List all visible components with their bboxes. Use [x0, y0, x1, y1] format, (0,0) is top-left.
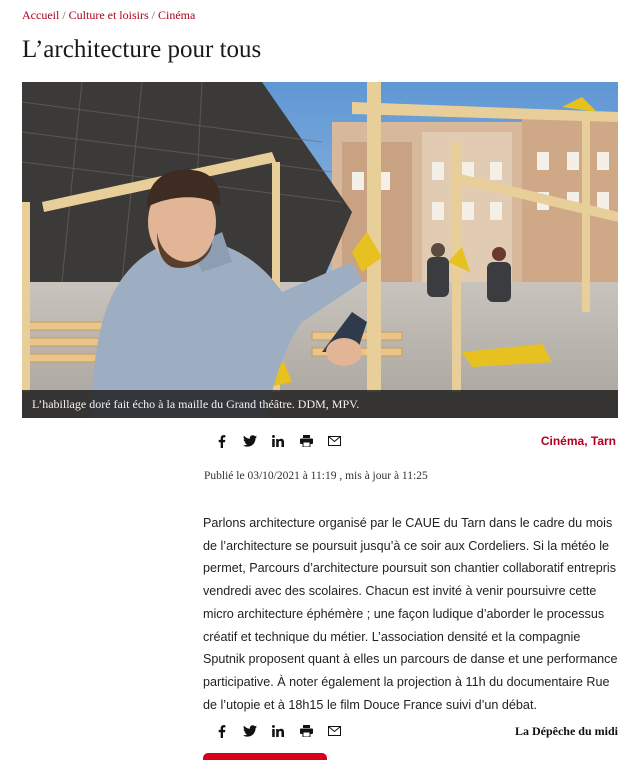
breadcrumb-culture[interactable]: Culture et loisirs	[68, 8, 149, 22]
article-tags	[541, 434, 616, 448]
photo-illustration	[22, 82, 618, 418]
article-body: Parlons architecture organisé par le CAUE du Tarn dans le cadre du mois de l’architecture se poursuit jusqu’à ce soir aux Cordeliers. Si la météo le permet, Parcours d’architecture poursuit son chantier collaboratif entrepris vendredi avec des scolaires. Chacun est invité à venir poursuivre cette micro architecture éphémère ; une façon ludique d’aborder le processus créatif et technique du métier. L’association densité et la compagnie Sputnik proposent quant à elles un parcours de danse et une performance participative. À noter également la projection à 11h du documentaire Rue de l’utopie et à 18h15 le film Douce France suivi d’un débat.	[203, 516, 618, 712]
article-source: La Dépêche du midi	[514, 724, 618, 738]
linkedin-icon[interactable]	[264, 432, 292, 450]
breadcrumb	[22, 8, 195, 23]
print-icon[interactable]	[292, 432, 320, 450]
article-photo	[22, 82, 618, 418]
publication-date: Publié le 03/10/2021 à 11:19 , mis à jour à 11:25	[204, 470, 428, 482]
facebook-icon[interactable]	[208, 722, 236, 740]
twitter-icon[interactable]	[236, 432, 264, 450]
twitter-icon[interactable]	[236, 722, 264, 740]
tag-separator: ,	[584, 434, 588, 448]
share-bar-bottom	[208, 722, 348, 740]
breadcrumb-separator: /	[62, 8, 66, 22]
tag-cinema[interactable]: Cinéma	[540, 434, 585, 448]
breadcrumb-cinema[interactable]: Cinéma	[158, 8, 196, 22]
email-icon[interactable]	[320, 722, 348, 740]
breadcrumb-home[interactable]: Accueil	[22, 8, 60, 22]
breadcrumb-separator: /	[151, 8, 155, 22]
tag-tarn[interactable]: Tarn	[590, 434, 616, 448]
photo-caption: L’habillage doré fait écho à la maille du Grand théâtre. DDM, MPV.	[22, 390, 618, 418]
facebook-icon[interactable]	[208, 432, 236, 450]
article-title: L’architecture pour tous	[22, 36, 262, 63]
subscribe-button[interactable]	[203, 753, 327, 760]
print-icon[interactable]	[292, 722, 320, 740]
share-bar-top	[208, 432, 348, 450]
email-icon[interactable]	[320, 432, 348, 450]
linkedin-icon[interactable]	[264, 722, 292, 740]
